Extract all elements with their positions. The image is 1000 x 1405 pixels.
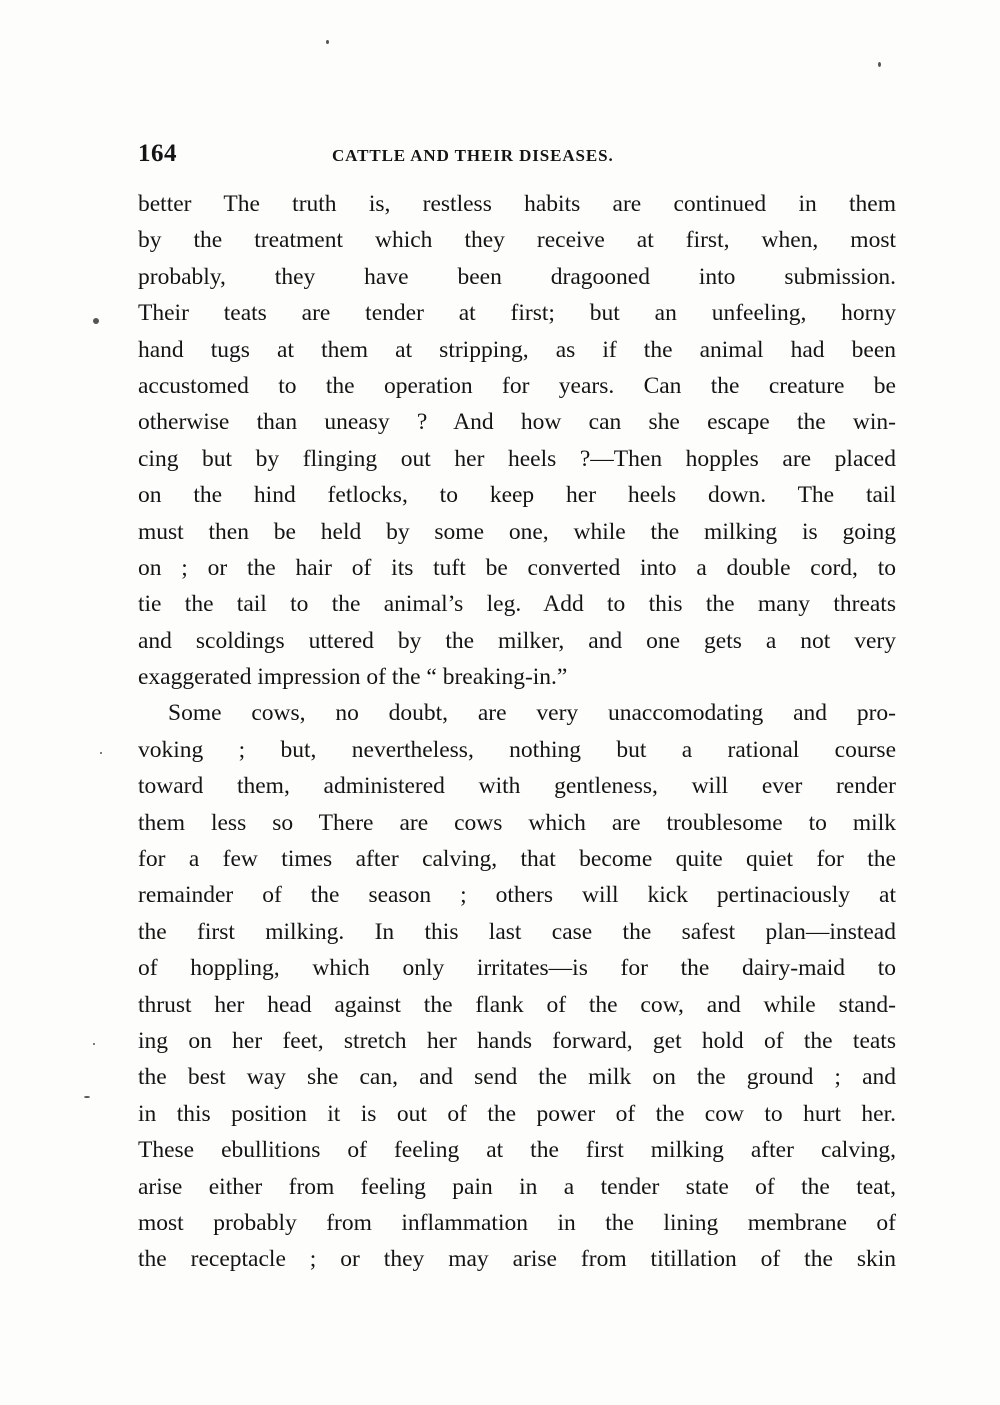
- scan-speck: [84, 1096, 90, 1098]
- page-number: 164: [138, 140, 177, 167]
- text-line: for a few times after calving, that become quite quiet for the: [138, 846, 896, 873]
- text-line: hand tugs at them at stripping, as if the animal had been: [138, 336, 896, 363]
- scan-speck: [878, 62, 881, 67]
- text-line: voking ; but, nevertheless, nothing but a rational course: [138, 736, 896, 763]
- text-line: in this position it is out of the power of the cow to hurt her.: [138, 1100, 896, 1127]
- text-line: Some cows, no doubt, are very unaccomodating and pro-: [168, 700, 896, 727]
- text-line: the first milking. In this last case the safest plan—instead: [138, 918, 896, 945]
- text-line: otherwise than uneasy ? And how can she escape the win-: [138, 409, 896, 436]
- paragraph-2: [138, 695, 896, 1277]
- text-line: must then be held by some one, while the milking is going: [138, 518, 896, 545]
- scan-speck: [93, 318, 99, 324]
- running-title: CATTLE AND THEIR DISEASES.: [332, 146, 614, 165]
- text-line: better The truth is, restless habits are continued in them: [138, 191, 896, 217]
- text-line: the best way she can, and send the milk on the ground ; and: [138, 1064, 896, 1091]
- text-line: accustomed to the operation for years. Can the creature be: [138, 372, 896, 399]
- body-text: [138, 186, 896, 1278]
- text-line: tie the tail to the animal’s leg. Add to this the many threats: [138, 591, 896, 618]
- scan-speck: [100, 752, 102, 754]
- text-line: remainder of the season ; others will kick pertinaciously at: [138, 882, 896, 909]
- text-line: toward them, administered with gentleness, will ever render: [138, 773, 896, 800]
- text-line: These ebullitions of feeling at the first milking after calving,: [138, 1137, 896, 1164]
- text-line: ing on her feet, stretch her hands forward, get hold of the teats: [138, 1027, 896, 1054]
- text-line: most probably from inflammation in the lining membrane of: [138, 1209, 896, 1236]
- text-line: exaggerated impression of the “ breaking-in.”: [138, 664, 568, 691]
- text-line: and scoldings uttered by the milker, and one gets a not very: [138, 627, 896, 654]
- text-line: arise either from feeling pain in a tender state of the teat,: [138, 1173, 896, 1200]
- text-line: on the hind fetlocks, to keep her heels down. The tail: [138, 482, 896, 509]
- scan-speck: [326, 40, 329, 44]
- text-line: by the treatment which they receive at first, when, most: [138, 227, 896, 254]
- scan-speck: [93, 1043, 95, 1045]
- text-line: thrust her head against the flank of the cow, and while stand-: [138, 991, 896, 1018]
- paragraph-1: [138, 186, 896, 695]
- text-line: Their teats are tender at first; but an unfeeling, horny: [138, 300, 896, 327]
- text-line: them less so There are cows which are troublesome to milk: [138, 809, 896, 836]
- text-line: the receptacle ; or they may arise from titillation of the skin: [138, 1246, 896, 1273]
- text-line: cing but by flinging out her heels ?—Then hopples are placed: [138, 445, 896, 472]
- running-head: [138, 140, 898, 172]
- text-line: probably, they have been dragooned into submission.: [138, 263, 896, 290]
- text-line: on ; or the hair of its tuft be converted into a double cord, to: [138, 554, 896, 581]
- text-line: of hoppling, which only irritates—is for the dairy-maid to: [138, 955, 896, 982]
